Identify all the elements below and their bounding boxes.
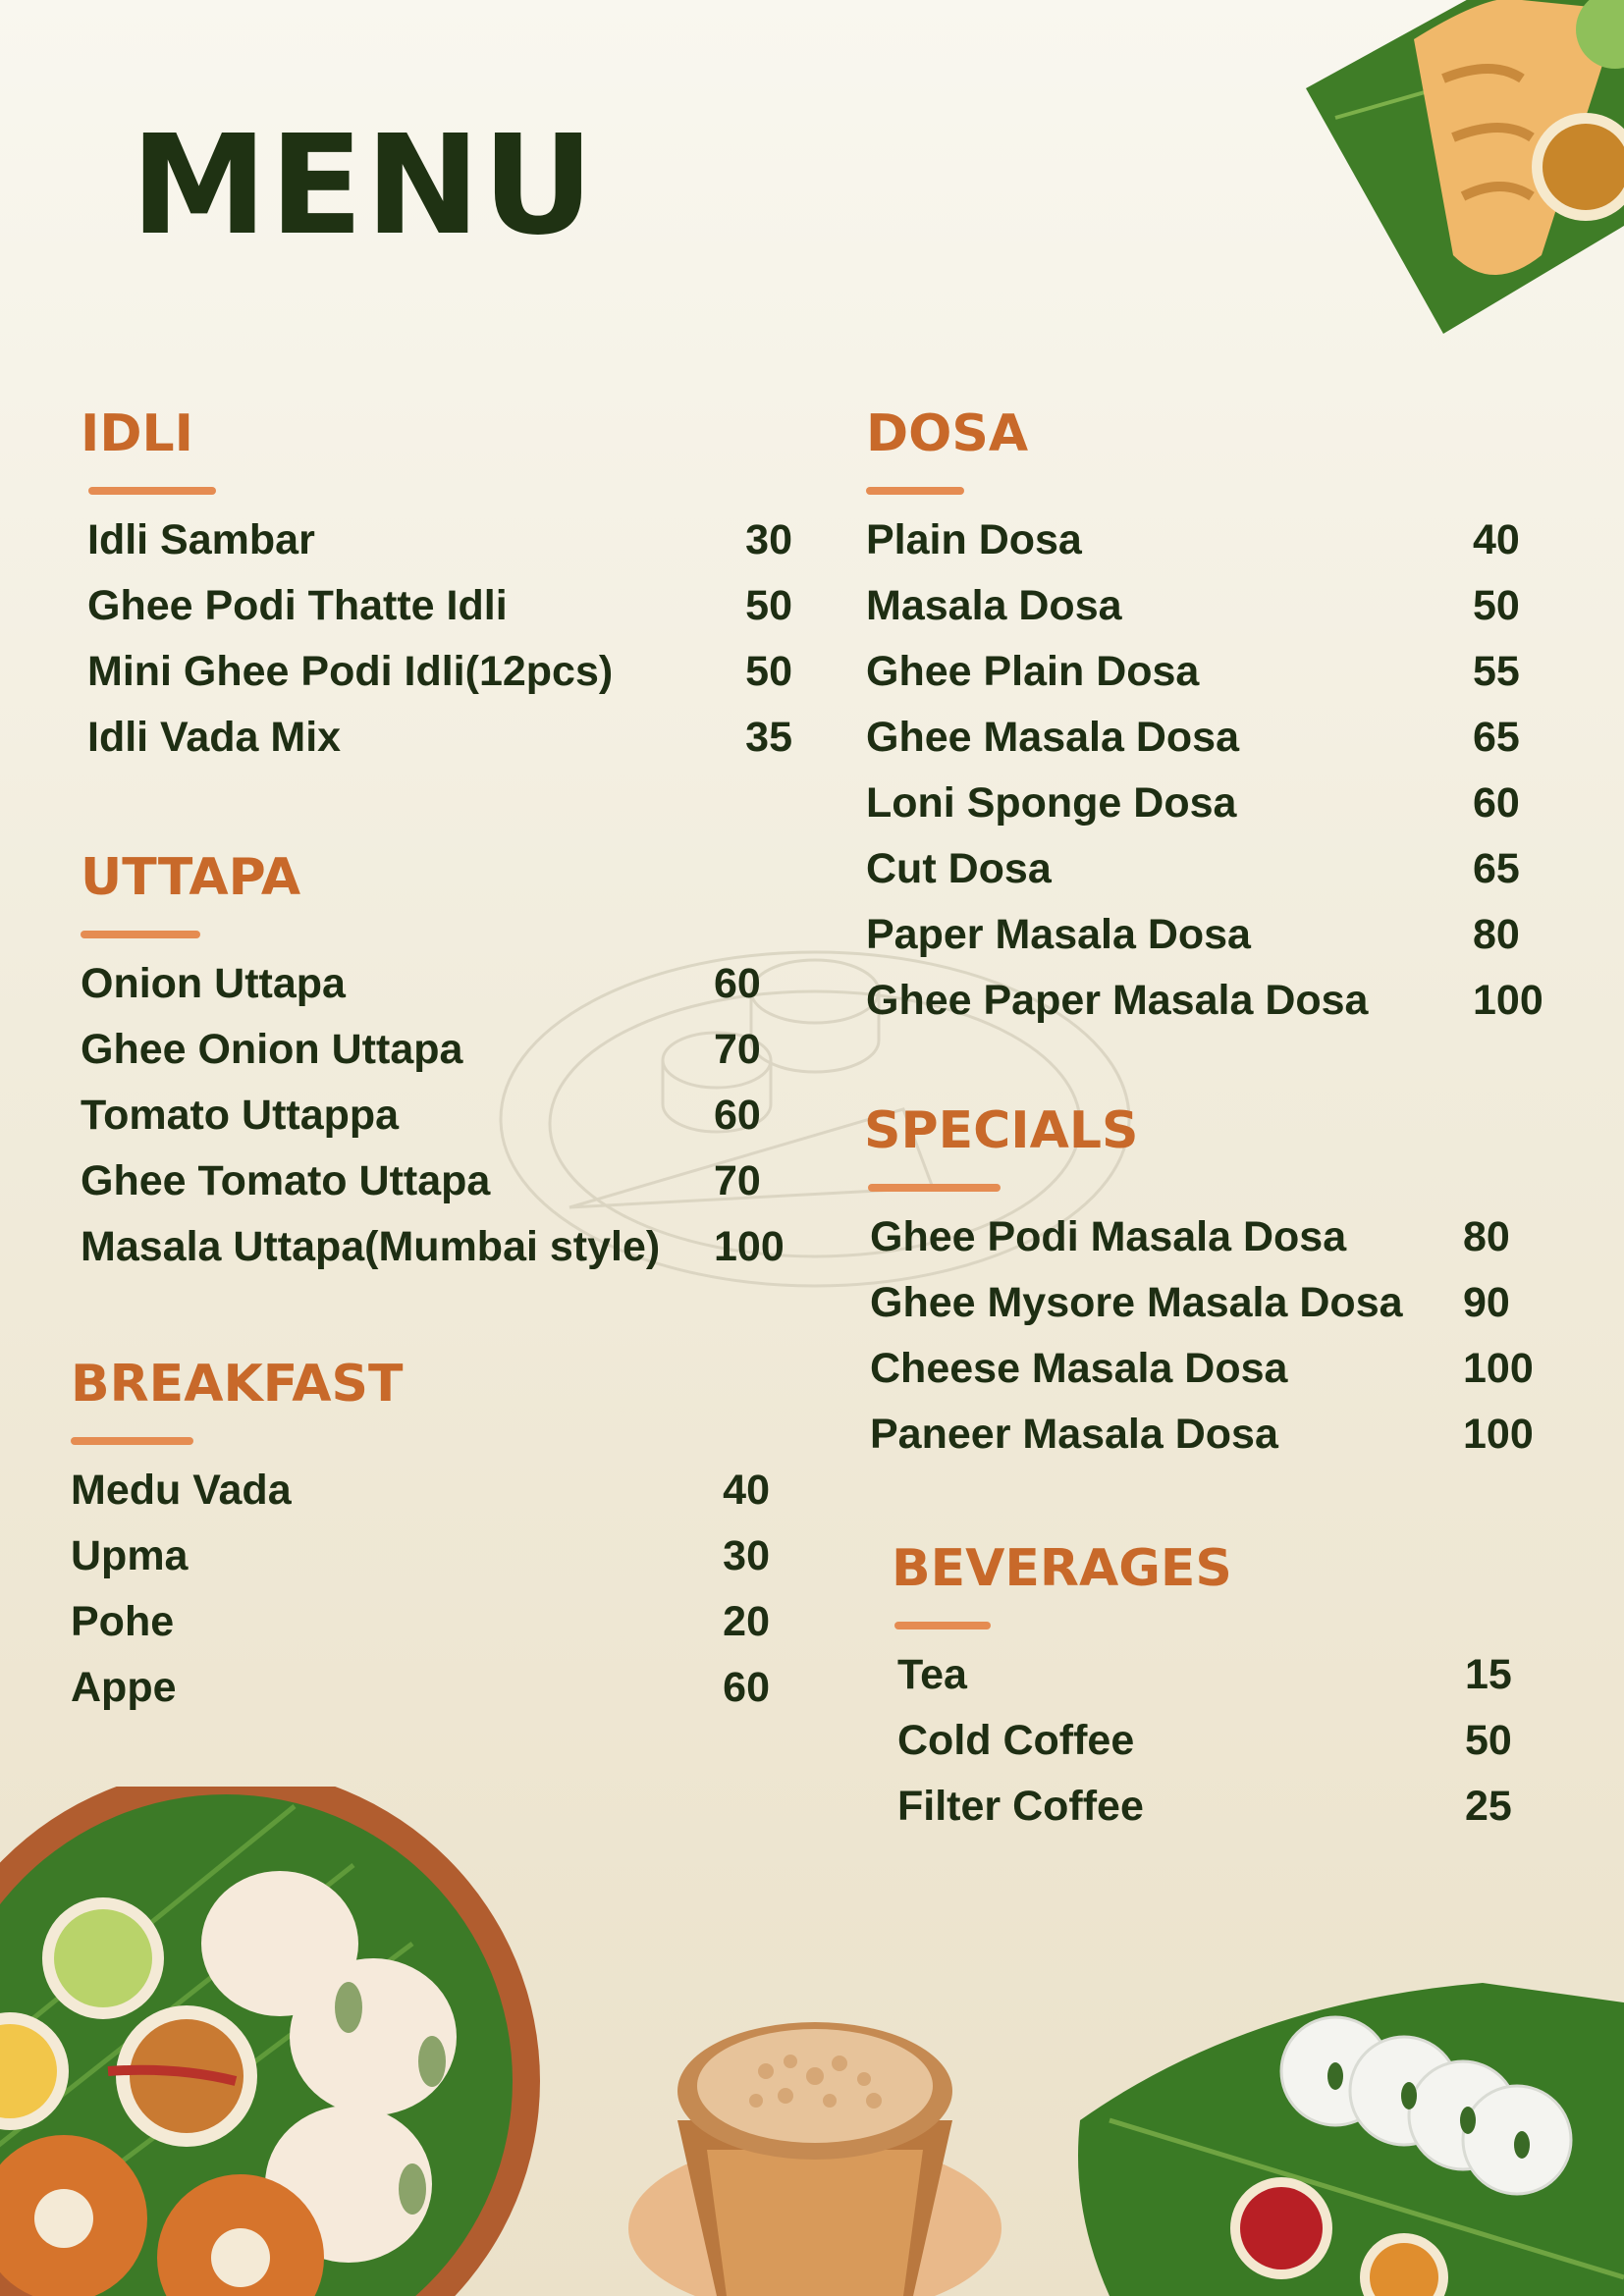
item-name: Ghee Podi Thatte Idli — [87, 582, 508, 629]
menu-list — [71, 1467, 770, 1730]
menu-item — [870, 1279, 1542, 1345]
menu-item — [866, 714, 1553, 779]
item-price: 40 — [1473, 516, 1520, 563]
item-price: 100 — [1463, 1345, 1534, 1392]
section-title: UTTAPA — [81, 848, 301, 907]
item-price: 65 — [1473, 714, 1520, 761]
section-title: IDLI — [81, 404, 193, 463]
section-dosa — [866, 404, 1553, 1042]
item-name: Ghee Masala Dosa — [866, 714, 1240, 761]
section-specials — [864, 1101, 1542, 1476]
item-price: 100 — [1463, 1411, 1534, 1458]
item-price: 80 — [1473, 911, 1520, 958]
menu-item — [71, 1532, 770, 1598]
item-name: Idli Sambar — [87, 516, 315, 563]
filter-coffee-illustration-icon — [619, 2002, 1011, 2296]
item-name: Mini Ghee Podi Idli(12pcs) — [87, 648, 614, 695]
section-title: DOSA — [866, 404, 1029, 463]
menu-item — [87, 648, 792, 714]
section-idli — [81, 404, 792, 779]
menu-item — [81, 1026, 792, 1092]
section-underline — [868, 1184, 1001, 1192]
item-price: 30 — [745, 516, 792, 563]
menu-item — [866, 779, 1553, 845]
page-title: MENU — [131, 106, 596, 266]
item-name: Loni Sponge Dosa — [866, 779, 1237, 827]
item-name: Medu Vada — [71, 1467, 292, 1514]
item-name: Appe — [71, 1664, 177, 1711]
idli-leaf-illustration-icon — [1070, 1983, 1624, 2296]
item-name: Tea — [897, 1651, 967, 1698]
item-name: Upma — [71, 1532, 189, 1579]
menu-item — [870, 1345, 1542, 1411]
item-price: 25 — [1465, 1783, 1512, 1830]
item-price: 90 — [1463, 1279, 1510, 1326]
menu-item — [870, 1213, 1542, 1279]
item-price: 55 — [1473, 648, 1520, 695]
section-breakfast — [71, 1355, 770, 1730]
section-underline — [81, 931, 200, 938]
item-price: 40 — [723, 1467, 770, 1514]
menu-item — [71, 1664, 770, 1730]
item-name: Filter Coffee — [897, 1783, 1144, 1830]
item-price: 100 — [714, 1223, 785, 1270]
item-name: Ghee Tomato Uttapa — [81, 1157, 491, 1204]
menu-item — [81, 1223, 792, 1289]
item-name: Paneer Masala Dosa — [870, 1411, 1278, 1458]
menu-item — [897, 1651, 1520, 1717]
item-price: 30 — [723, 1532, 770, 1579]
item-name: Paper Masala Dosa — [866, 911, 1251, 958]
section-underline — [71, 1437, 193, 1445]
menu-item — [897, 1783, 1520, 1848]
section-title: SPECIALS — [864, 1101, 1139, 1160]
section-underline — [866, 487, 964, 495]
item-price: 100 — [1473, 977, 1543, 1024]
item-price: 70 — [714, 1157, 761, 1204]
item-name: Onion Uttapa — [81, 960, 346, 1007]
dosa-leaf-illustration-icon — [1296, 0, 1624, 339]
item-price: 50 — [745, 582, 792, 629]
item-name: Cut Dosa — [866, 845, 1052, 892]
menu-item — [866, 648, 1553, 714]
section-title: BEVERAGES — [892, 1539, 1232, 1598]
menu-item — [897, 1717, 1520, 1783]
menu-list — [892, 1651, 1520, 1848]
item-name: Ghee Onion Uttapa — [81, 1026, 463, 1073]
section-title: BREAKFAST — [71, 1355, 404, 1414]
menu-list — [864, 1213, 1542, 1476]
menu-item — [870, 1411, 1542, 1476]
item-name: Ghee Mysore Masala Dosa — [870, 1279, 1403, 1326]
section-beverages — [892, 1539, 1520, 1848]
item-name: Masala Dosa — [866, 582, 1122, 629]
item-price: 50 — [1473, 582, 1520, 629]
item-price: 50 — [745, 648, 792, 695]
menu-item — [866, 845, 1553, 911]
menu-item — [87, 714, 792, 779]
item-price: 50 — [1465, 1717, 1512, 1764]
idli-vada-plate-illustration-icon — [0, 1787, 550, 2296]
item-name: Ghee Paper Masala Dosa — [866, 977, 1369, 1024]
section-uttapa — [81, 848, 792, 1289]
menu-item — [866, 911, 1553, 977]
item-name: Idli Vada Mix — [87, 714, 342, 761]
menu-list — [81, 960, 792, 1289]
item-name: Tomato Uttappa — [81, 1092, 400, 1139]
item-price: 20 — [723, 1598, 770, 1645]
item-name: Ghee Podi Masala Dosa — [870, 1213, 1347, 1260]
menu-item — [81, 1092, 792, 1157]
menu-item — [81, 960, 792, 1026]
item-name: Cheese Masala Dosa — [870, 1345, 1288, 1392]
item-name: Plain Dosa — [866, 516, 1082, 563]
item-price: 80 — [1463, 1213, 1510, 1260]
menu-item — [81, 1157, 792, 1223]
item-price: 60 — [723, 1664, 770, 1711]
item-price: 35 — [745, 714, 792, 761]
item-name: Ghee Plain Dosa — [866, 648, 1200, 695]
menu-list — [866, 516, 1553, 1042]
menu-item — [87, 582, 792, 648]
menu-list — [81, 516, 792, 779]
section-underline — [88, 487, 216, 495]
item-name: Cold Coffee — [897, 1717, 1135, 1764]
item-price: 70 — [714, 1026, 761, 1073]
item-price: 65 — [1473, 845, 1520, 892]
section-underline — [894, 1622, 991, 1629]
item-price: 60 — [714, 1092, 761, 1139]
menu-item — [71, 1598, 770, 1664]
item-price: 60 — [714, 960, 761, 1007]
item-name: Pohe — [71, 1598, 175, 1645]
menu-item — [866, 582, 1553, 648]
item-name: Masala Uttapa(Mumbai style) — [81, 1223, 661, 1270]
menu-item — [71, 1467, 770, 1532]
item-price: 60 — [1473, 779, 1520, 827]
menu-item — [866, 516, 1553, 582]
menu-item — [866, 977, 1553, 1042]
item-price: 15 — [1465, 1651, 1512, 1698]
menu-item — [87, 516, 792, 582]
